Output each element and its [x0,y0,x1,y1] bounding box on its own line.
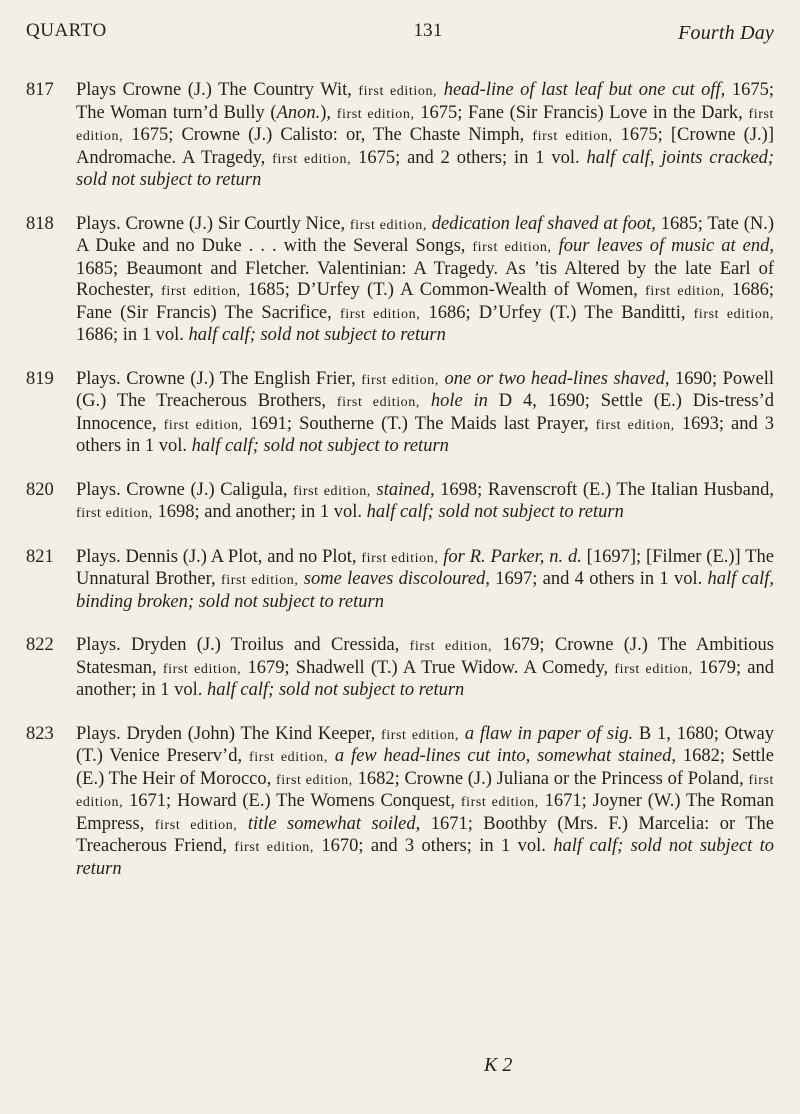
lot-text-segment: 1670; and 3 others; in 1 vol. [314,836,554,856]
edition-note: first edition, [161,284,241,299]
lot-text-segment: D 4, 1690; Settle (E.) Dis-tress’d Innocence, [76,391,774,434]
lot-number: 822 [26,635,54,655]
lot-text-segment: 1679; Crowne (J.) The Ambitious Statesman, [76,635,774,678]
condition-note: for R. Parker, n. d. [438,546,582,567]
condition-note: half calf; sold not subject to return [76,836,775,879]
condition-note: a flaw in paper of sig. [459,723,634,744]
lot-text-segment: ), [320,102,337,123]
lot-text-segment: 1682; Settle (E.) The Heir of Morocco, [76,746,774,789]
lot-text-segment: 1686; Fane (Sir Francis) The Sacrifice, [76,280,774,323]
lot-list [26,80,774,902]
lot-text-segment: 1686; in 1 vol. [76,325,189,345]
lot-entry [26,369,774,458]
lot-text-segment: 1685; Beaumont and Fletcher. Valentinian: A Tragedy. As ’tis Altered by the late Earl of Rochester, [76,258,774,300]
header-day: Fourth Day [678,22,774,44]
condition-note: half calf, binding broken; sold not subject to return [76,569,774,612]
lot-text-segment: Plays Crowne (J.) The Country Wit, [76,80,359,100]
lot-text-segment: 1671; Howard (E.) The Womens Conquest, [123,791,461,811]
edition-note: first edition, [76,506,153,521]
edition-note: first edition, [339,306,421,322]
lot-text-segment: 1698; Ravenscroft (E.) The Italian Husband, [434,479,774,500]
condition-note: hole in [419,391,488,411]
lot-text-segment: 1675; and 2 others; in 1 vol. [351,147,587,168]
lot-entry [26,635,774,702]
lot-text-segment: 1697; and 4 others in 1 vol. [489,569,708,589]
lot-entry [26,547,774,614]
condition-note: four leaves of music at end, [551,236,774,256]
lot-text-segment: 1675; Fane (Sir Francis) Love in the Dark, [414,102,749,123]
edition-note: first edition, [381,727,460,743]
edition-note: first edition, [358,84,438,99]
edition-note: first edition, [248,750,328,765]
lot-text-segment: 1685; Tate (N.) A Duke and no Duke . . . with the Several Songs, [76,213,775,256]
lot-text-segment: 1691; Southerne (T.) The Maids last Prayer, [242,413,596,434]
edition-note: first edition, [361,550,439,566]
condition-note: a few head-lines cut into, somewhat stained, [328,746,677,766]
edition-note: first edition, [234,840,314,855]
condition-note: half calf; sold not subject to return [188,325,446,345]
lot-text-segment: [1697]; [Filmer (E.)] The Unnatural Brother, [76,546,774,589]
condition-note: half calf; sold not subject to return [207,680,465,700]
lot-description [76,214,774,347]
condition-note: head-line of last leaf but one cut off, [437,80,726,100]
condition-note: some leaves discoloured, [298,569,490,589]
edition-note: first edition, [349,217,427,233]
edition-note: first edition, [645,284,725,299]
edition-note: first edition, [162,661,242,677]
edition-note: first edition, [272,151,352,167]
edition-note: first edition, [693,306,774,322]
edition-note: first edition, [76,772,774,810]
lot-text-segment: 1671; Boothby (Mrs. F.) Marcelia: or The Treacherous Friend, [76,813,774,856]
condition-note: title somewhat soiled, [237,813,421,834]
lot-text-segment: 1675; [Crowne (J.)] Andromache. A Tragedy, [76,125,774,168]
lot-entry [26,724,774,881]
lot-entry [26,80,774,192]
edition-note: first edition, [275,772,353,788]
lot-text-segment: Plays. Crowne (J.) The English Frier, [76,368,362,389]
lot-text-segment: Plays. Dennis (J.) A Plot, and no Plot, [76,546,362,567]
edition-note: first edition, [361,372,439,388]
lot-number: 820 [26,479,54,500]
lot-text-segment: 1698; and another; in 1 vol. [152,502,367,522]
edition-note: first edition, [409,639,493,654]
lot-text-segment: 1671; Joyner (W.) The Roman Empress, [76,791,774,834]
lot-description [76,724,774,881]
edition-note: first edition, [460,795,539,810]
condition-note: half calf; sold not subject to return [191,436,449,456]
lot-text-segment: 1679; and another; in 1 vol. [76,657,774,700]
edition-note: first edition, [336,106,415,122]
lot-text-segment: B 1, 1680; Otway (T.) Venice Preserv’d, [76,723,774,766]
lot-description [76,635,774,702]
edition-note: first edition, [472,240,552,255]
lot-number: 823 [26,723,54,744]
lot-description [76,369,774,458]
lot-text-segment: 1679; Shadwell (T.) A True Widow. A Comedy, [241,657,615,678]
condition-note: stained, [370,479,435,500]
condition-note: half calf, joints cracked; sold not subject to return [76,147,774,190]
lot-number: 821 [26,546,54,567]
condition-note: dedication leaf shaved at foot, [426,213,656,234]
edition-note: first edition, [163,417,243,433]
lot-description [76,480,774,525]
lot-description [76,80,774,192]
lot-text-segment: Plays. Dryden (J.) Troilus and Cressida, [76,635,410,655]
lot-text-segment: Plays. Crowne (J.) Sir Courtly Nice, [76,213,350,234]
edition-note: first edition, [532,129,613,144]
lot-number: 818 [26,213,54,234]
edition-note: first edition, [76,106,774,144]
edition-note: first edition, [293,483,371,499]
page-header [26,20,774,48]
lot-description [76,547,774,614]
lot-text-segment: 1693; and 3 others in 1 vol. [76,413,774,456]
lot-text-segment: 1675; Crowne (J.) Calisto: or, The Chaste Nimph, [123,125,533,145]
lot-text-segment: 1685; D’Urfey (T.) A Common-Wealth of Women, [240,280,646,300]
lot-entry [26,214,774,347]
edition-note: first edition, [595,417,675,433]
lot-text-segment: Plays. Crowne (J.) Caligula, [76,479,294,500]
lot-text-segment: 1686; D’Urfey (T.) The Banditti, [420,302,694,323]
lot-number: 817 [26,80,54,100]
lot-text-segment: 1690; Powell (G.) The Treacherous Brothers, [76,368,775,411]
edition-note: first edition, [614,661,693,677]
lot-text-segment: 1675; The Woman turn’d Bully ( [76,80,774,123]
lot-entry [26,480,774,525]
lot-text-segment: 1682; Crowne (J.) Juliana or the Princess of Poland, [352,768,749,789]
edition-note: first edition, [336,395,420,410]
edition-note: first edition, [220,573,299,588]
edition-note: first edition, [154,817,238,833]
lot-number: 819 [26,368,54,389]
signature-mark: K 2 [484,1054,513,1076]
page-number: 131 [413,20,443,41]
lot-text-segment: Plays. Dryden (John) The Kind Keeper, [76,723,381,744]
condition-note: Anon. [276,102,321,123]
condition-note: one or two head-lines shaved, [438,368,670,389]
header-format: QUARTO [26,20,107,41]
condition-note: half calf; sold not subject to return [366,502,624,522]
